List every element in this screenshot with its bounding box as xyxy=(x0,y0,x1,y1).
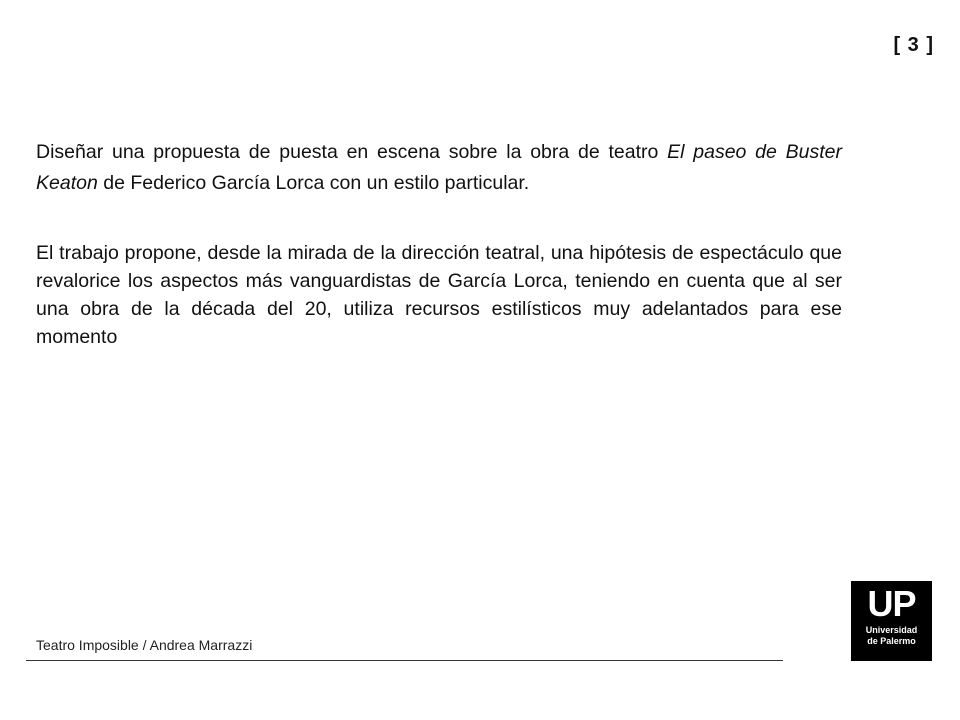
logo-line-1: Universidad xyxy=(865,625,918,635)
objective-text-start: Diseñar una propuesta de puesta en escena sobre la obra de teatro xyxy=(36,141,668,163)
logo-initials: UP xyxy=(867,583,916,624)
objective-text-end: de Federico García Lorca con un estilo particular. xyxy=(97,172,530,194)
footer-divider xyxy=(26,660,783,661)
play-title: El paseo de Buster Keaton xyxy=(36,141,842,194)
footer-credit: Teatro Imposible / Andrea Marrazzi xyxy=(36,637,253,653)
page-number: [ 3 ] xyxy=(893,34,934,56)
main-content xyxy=(36,137,842,351)
university-logo xyxy=(851,581,932,661)
project-description-paragraph: El trabajo propone, desde la mirada de la dirección teatral, una hipótesis de espectáculo que revalorice los aspectos más vanguardistas de García Lorca, teniendo en cuenta que al ser una obra de la década del 20, utiliza recursos estilísticos muy adelantados para ese momento xyxy=(36,242,842,348)
logo-line-2: de Palermo xyxy=(867,636,916,646)
project-objective-paragraph xyxy=(36,137,842,199)
